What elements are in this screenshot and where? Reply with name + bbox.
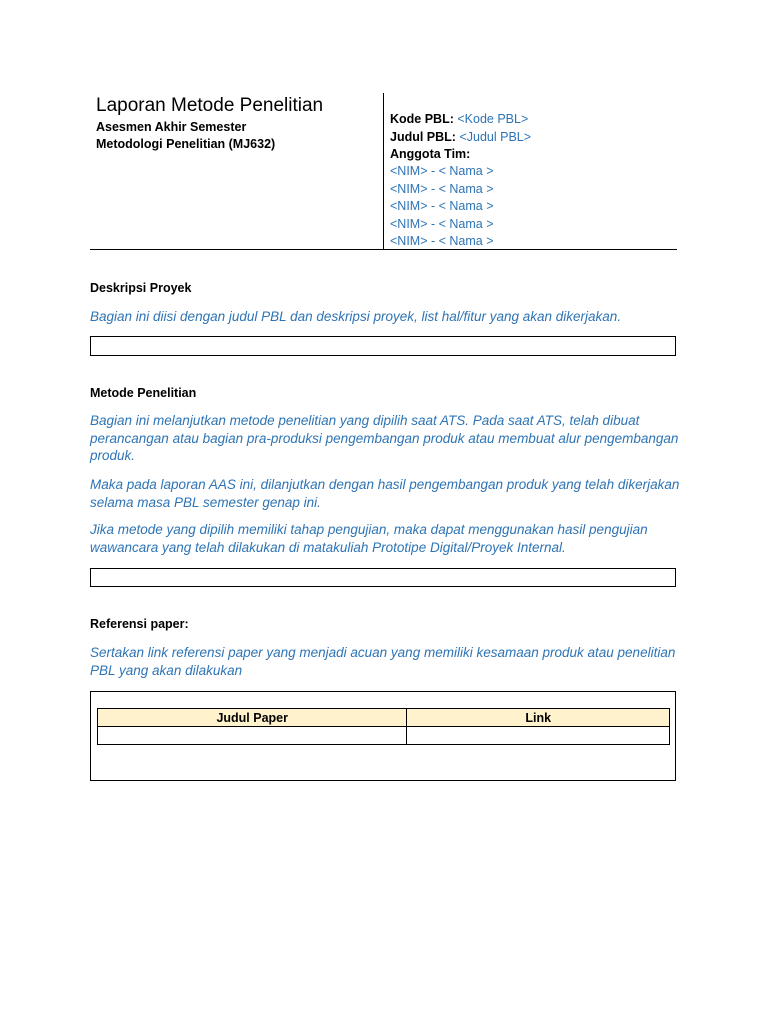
- document-title: Laporan Metode Penelitian: [96, 95, 324, 116]
- metode-content-box[interactable]: [90, 568, 676, 587]
- cell-link[interactable]: [407, 727, 670, 745]
- referensi-instruction: Sertakan link referensi paper yang menjadi acuan yang memiliki kesamaan produk atau penelitian PBL yang akan dilakukan: [90, 645, 676, 678]
- deskripsi-instruction: Bagian ini diisi dengan judul PBL dan deskripsi proyek, list hal/fitur yang akan dikerjakan.: [90, 309, 622, 324]
- deskripsi-title: Deskripsi Proyek: [90, 281, 192, 295]
- header-vertical-divider: [383, 93, 384, 249]
- judul-pbl-value: <Judul PBL>: [459, 130, 532, 144]
- table-row: [98, 727, 670, 745]
- cell-judul-paper[interactable]: [98, 727, 407, 745]
- member-line: <NIM> - < Nama >: [390, 182, 494, 196]
- judul-pbl-line: [390, 129, 531, 146]
- referensi-title: Referensi paper:: [90, 617, 189, 631]
- table-header-row: [98, 709, 670, 727]
- document-subtitle-assessment: Asesmen Akhir Semester: [96, 120, 247, 134]
- member-line: <NIM> - < Nama >: [390, 217, 494, 231]
- member-line: <NIM> - < Nama >: [390, 164, 494, 178]
- kode-pbl-label: Kode PBL:: [390, 112, 458, 126]
- anggota-tim-label: Anggota Tim:: [390, 147, 471, 161]
- column-header-judul-paper: Judul Paper: [98, 709, 407, 727]
- deskripsi-content-box[interactable]: [90, 336, 676, 356]
- judul-pbl-label: Judul PBL:: [390, 130, 460, 144]
- kode-pbl-value: <Kode PBL>: [457, 112, 529, 126]
- column-header-link: Link: [407, 709, 670, 727]
- member-line: <NIM> - < Nama >: [390, 234, 494, 248]
- member-line: <NIM> - < Nama >: [390, 199, 494, 213]
- kode-pbl-line: [390, 111, 528, 128]
- referensi-table: [97, 708, 670, 745]
- metode-title: Metode Penelitian: [90, 386, 197, 400]
- document-subtitle-course: Metodologi Penelitian (MJ632): [96, 137, 276, 151]
- metode-paragraph-2: Maka pada laporan AAS ini, dilanjutkan dengan hasil pengembangan produk yang telah dikerjakan selama masa PBL semester genap ini.: [90, 477, 680, 510]
- header-horizontal-divider: [90, 249, 677, 250]
- metode-paragraph-3: Jika metode yang dipilih memiliki tahap pengujian, maka dapat menggunakan hasil pengujian wawancara yang telah dilakukan di matakuliah Prototipe Digital/Proyek Internal.: [90, 522, 648, 555]
- metode-paragraph-1: Bagian ini melanjutkan metode penelitian yang dipilih saat ATS. Pada saat ATS, telah dibuat perancangan atau bagian pra-produksi pengembangan produk atau membuat alur pengembangan produk.: [90, 413, 679, 463]
